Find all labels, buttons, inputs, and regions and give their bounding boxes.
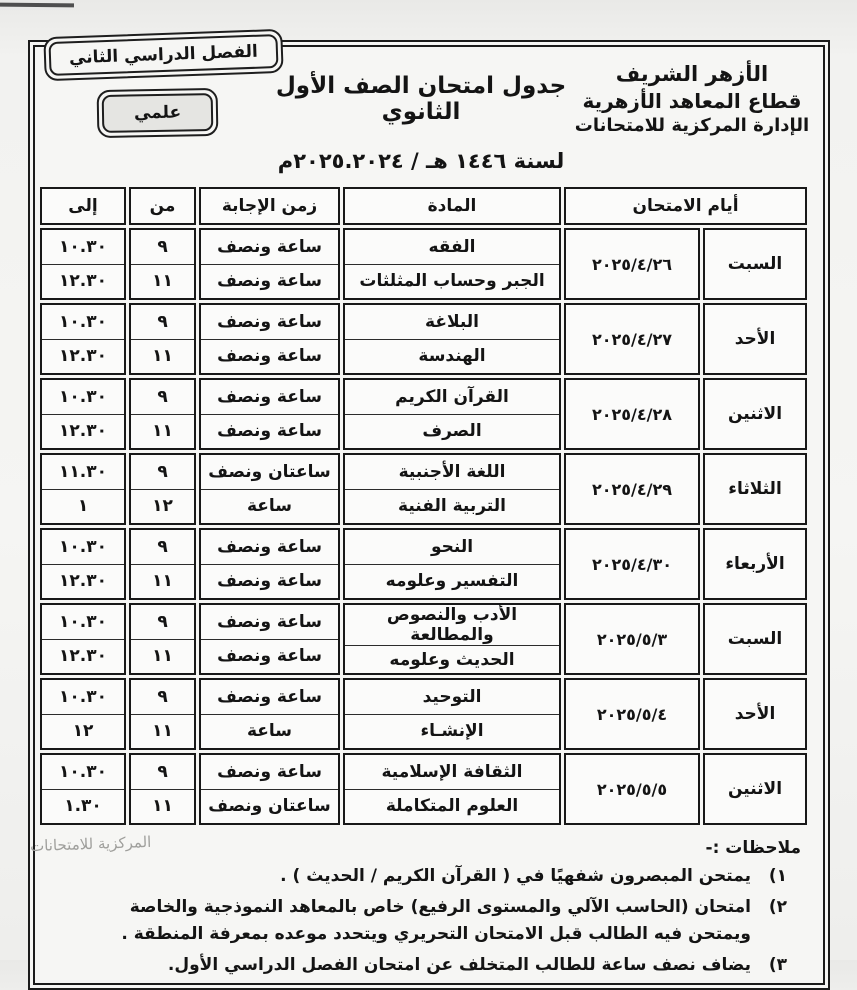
exam-day-cell: الأحد — [703, 678, 807, 750]
exam-day-cell: السبت — [703, 228, 807, 300]
duration-cells — [199, 303, 340, 375]
to-time-cells — [40, 678, 126, 750]
semester-badge-label: الفصل الدراسي الثاني — [48, 34, 278, 76]
exam-day-cell: الأحد — [703, 303, 807, 375]
from-time-cells — [129, 528, 196, 600]
from-time-cell: ٩ — [157, 686, 168, 707]
duration-cell: ساعة ونصف — [217, 686, 322, 707]
from-time-cell: ٩ — [157, 311, 168, 332]
from-time-cell: ١١ — [131, 714, 194, 749]
subject-cell: الجبر وحساب المثلثات — [345, 264, 559, 299]
to-time-cell: ١٠.٣٠ — [59, 386, 107, 407]
organization-logo-text — [573, 57, 811, 173]
exam-day-cell: الاثنين — [703, 378, 807, 450]
col-header-subject: المادة — [343, 187, 561, 225]
to-time-cells — [40, 303, 126, 375]
to-time-cell: ١٢.٣٠ — [42, 639, 124, 674]
subject-cells — [343, 303, 561, 375]
from-time-cell: ٩ — [157, 461, 168, 482]
document-header — [35, 41, 823, 173]
col-header-exam-days: أيام الامتحان — [564, 187, 807, 225]
duration-cells — [199, 378, 340, 450]
duration-cell: ساعة ونصف — [201, 564, 338, 599]
subject-cell: الحديث وعلومه — [345, 645, 559, 673]
note-number: ٢) — [768, 897, 787, 918]
subject-cell: الهندسة — [345, 339, 559, 374]
watermark-text: المركزية للامتحانات — [29, 832, 152, 856]
to-time-cell: ١.٣٠ — [42, 789, 124, 824]
subject-cell: القرآن الكريم — [395, 386, 509, 407]
from-time-cell: ١١ — [131, 639, 194, 674]
to-time-cell: ١ — [42, 489, 124, 524]
to-time-cell: ١٠.٣٠ — [59, 686, 107, 707]
org-line-1: الأزهر الشريف — [615, 62, 769, 86]
subject-cell: البلاغة — [425, 311, 479, 332]
duration-cell: ساعة ونصف — [217, 236, 322, 257]
subject-cells — [343, 453, 561, 525]
subject-cell: الفقه — [428, 236, 476, 257]
duration-cell: ساعة ونصف — [217, 536, 322, 557]
from-time-cell: ١١ — [131, 414, 194, 449]
exam-date-cell: ٢٠٢٥/٤/٢٦ — [564, 228, 700, 300]
subject-cell: النحو — [430, 536, 474, 557]
exam-schedule-table — [35, 187, 807, 825]
exam-date-cell: ٢٠٢٥/٤/٢٩ — [564, 453, 700, 525]
duration-cell: ساعة — [201, 489, 338, 524]
exam-day-cell: السبت — [703, 603, 807, 675]
scan-edge-artifact — [0, 3, 74, 8]
subject-cell: الإنشـاء — [345, 714, 559, 749]
subject-cells — [343, 528, 561, 600]
from-time-cell: ١١ — [131, 339, 194, 374]
from-time-cells — [129, 303, 196, 375]
duration-cells — [199, 228, 340, 300]
duration-cell: ساعة ونصف — [217, 761, 322, 782]
semester-badge — [43, 29, 283, 81]
subject-cell: التربية الفنية — [345, 489, 559, 524]
from-time-cell: ١١ — [131, 789, 194, 824]
duration-cell: ساعة — [201, 714, 338, 749]
to-time-cells — [40, 378, 126, 450]
duration-cell: ساعة ونصف — [217, 386, 322, 407]
from-time-cell: ٩ — [157, 761, 168, 782]
duration-cell: ساعتان ونصف — [208, 461, 331, 482]
from-time-cells — [129, 378, 196, 450]
from-time-cells — [129, 603, 196, 675]
from-time-cells — [129, 228, 196, 300]
duration-cells — [199, 603, 340, 675]
schedule-title: جدول امتحان الصف الأول الثانوي — [275, 73, 567, 125]
to-time-cell: ١٠.٣٠ — [59, 311, 107, 332]
to-time-cell: ١٠.٣٠ — [59, 236, 107, 257]
subject-cell: التوحيد — [422, 686, 482, 707]
from-time-cell: ٩ — [157, 536, 168, 557]
exam-day-cell: الأربعاء — [703, 528, 807, 600]
to-time-cell: ١٢.٣٠ — [42, 414, 124, 449]
subject-cells — [343, 228, 561, 300]
to-time-cells — [40, 228, 126, 300]
col-header-duration: زمن الإجابة — [199, 187, 340, 225]
exam-date-cell: ٢٠٢٥/٤/٣٠ — [564, 528, 700, 600]
from-time-cell: ٩ — [157, 611, 168, 632]
note-number: ١) — [768, 866, 787, 886]
col-header-from: من — [129, 187, 196, 225]
exam-date-cell: ٢٠٢٥/٥/٣ — [564, 603, 700, 675]
duration-cell: ساعة ونصف — [201, 639, 338, 674]
title-block — [269, 57, 573, 173]
to-time-cell: ١٢.٣٠ — [42, 564, 124, 599]
subject-cell: التفسير وعلومه — [345, 564, 559, 599]
subject-cells — [343, 678, 561, 750]
duration-cell: ساعة ونصف — [217, 611, 322, 632]
to-time-cell: ١٢ — [42, 714, 124, 749]
duration-cell: ساعة ونصف — [201, 339, 338, 374]
to-time-cells — [40, 528, 126, 600]
subject-cell: الصرف — [345, 414, 559, 449]
subject-cell: الأدب والنصوص والمطالعة — [386, 605, 518, 645]
subject-cells — [343, 753, 561, 825]
col-header-to: إلى — [40, 187, 126, 225]
exam-date-cell: ٢٠٢٥/٥/٥ — [564, 753, 700, 825]
to-time-cell: ١٠.٣٠ — [59, 611, 107, 632]
subject-cell: اللغة الأجنبية — [398, 461, 506, 482]
track-badge — [97, 88, 219, 138]
exam-date-cell: ٢٠٢٥/٤/٢٨ — [564, 378, 700, 450]
to-time-cell: ١٠.٣٠ — [59, 761, 107, 782]
schedule-year: لسنة ١٤٤٦ هـ / ٢٠٢٥.٢٠٢٤م — [277, 149, 565, 173]
note-text: يمتحن المبصرون شفهيًا في ( القرآن الكريم / الحديث ) . — [280, 866, 751, 886]
note-number: ٣) — [768, 955, 787, 976]
exam-date-cell: ٢٠٢٥/٤/٢٧ — [564, 303, 700, 375]
badges-column — [47, 33, 269, 173]
duration-cells — [199, 453, 340, 525]
org-line-3: الإدارة المركزية للامتحانات — [574, 115, 810, 137]
duration-cell: ساعة ونصف — [201, 264, 338, 299]
duration-cell: ساعتان ونصف — [201, 789, 338, 824]
note-text: يضاف نصف ساعة للطالب المتخلف عن امتحان الفصل الدراسي الأول. — [167, 955, 751, 976]
notes-heading: ملاحظات :- — [705, 838, 801, 858]
org-line-2: قطاع المعاهد الأزهرية — [582, 89, 802, 114]
duration-cells — [199, 528, 340, 600]
subject-cells — [343, 603, 561, 675]
from-time-cells — [129, 678, 196, 750]
to-time-cell: ١١.٣٠ — [59, 461, 107, 482]
notes-section — [53, 838, 801, 978]
duration-cell: ساعة ونصف — [201, 414, 338, 449]
to-time-cell: ١٢.٣٠ — [42, 264, 124, 299]
to-time-cell: ١٠.٣٠ — [59, 536, 107, 557]
subject-cell: العلوم المتكاملة — [345, 789, 559, 824]
exam-date-cell: ٢٠٢٥/٥/٤ — [564, 678, 700, 750]
from-time-cells — [129, 453, 196, 525]
note-item — [53, 863, 787, 889]
duration-cells — [199, 678, 340, 750]
exam-day-cell: الاثنين — [703, 753, 807, 825]
to-time-cells — [40, 453, 126, 525]
from-time-cell: ٩ — [157, 386, 168, 407]
from-time-cell: ١١ — [131, 264, 194, 299]
from-time-cell: ٩ — [157, 236, 168, 257]
track-badge-label: علمي — [102, 93, 214, 133]
duration-cells — [199, 753, 340, 825]
exam-day-cell: الثلاثاء — [703, 453, 807, 525]
from-time-cells — [129, 753, 196, 825]
to-time-cells — [40, 753, 126, 825]
note-item — [53, 894, 787, 947]
note-text: امتحان (الحاسب الآلي والمستوى الرفيع) خاص بالمعاهد النموذجية والخاصة ويمتحن فيه الطالب قبل الامتحان التحريري ويتحدد موعده بمعرفة المنطقة . — [121, 897, 751, 944]
to-time-cell: ١٢.٣٠ — [42, 339, 124, 374]
from-time-cell: ١١ — [131, 564, 194, 599]
subject-cell: الثقافة الإسلامية — [381, 761, 523, 782]
duration-cell: ساعة ونصف — [217, 311, 322, 332]
subject-cells — [343, 378, 561, 450]
from-time-cell: ١٢ — [131, 489, 194, 524]
note-item — [53, 952, 787, 978]
to-time-cells — [40, 603, 126, 675]
